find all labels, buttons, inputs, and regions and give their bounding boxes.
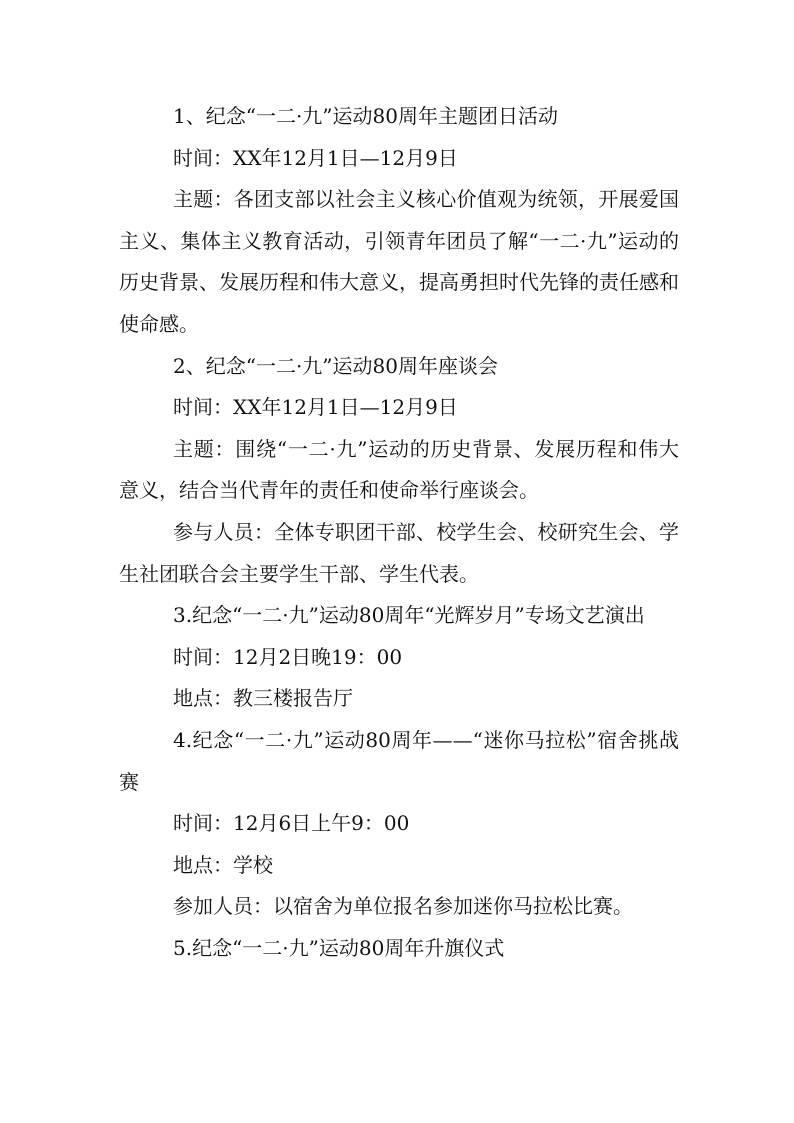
time-2: 时间：XX年12月1日—12月9日	[173, 395, 458, 420]
time-3: 时间：12月2日晚19：00	[173, 644, 403, 669]
document-body	[119, 96, 679, 969]
heading-3: 3.纪念“一二·九”运动80周年“光辉岁月”专场文艺演出	[173, 603, 645, 628]
heading-4: 4.纪念“一二·九”运动80周年——“迷你马拉松”宿舍挑战赛	[119, 727, 679, 794]
time-4: 时间：12月6日上午9：00	[173, 811, 410, 836]
location-4: 地点：学校	[173, 852, 273, 877]
heading-5: 5.纪念“一二·九”运动80周年升旗仪式	[173, 935, 505, 960]
location-3: 地点：教三楼报告厅	[173, 686, 353, 711]
participants-2: 参与人员：全体专职团干部、校学生会、校研究生会、学生社团联合会主要学生干部、学生代表。	[119, 519, 679, 586]
heading-2: 2、纪念“一二·九”运动80周年座谈会	[173, 353, 498, 378]
participants-4: 参加人员：以宿舍为单位报名参加迷你马拉松比赛。	[173, 894, 633, 919]
theme-2: 主题：围绕“一二·九”运动的历史背景、发展历程和伟大意义，结合当代青年的责任和使命举行座谈会。	[119, 436, 679, 503]
theme-1: 主题：各团支部以社会主义核心价值观为统领，开展爱国主义、集体主义教育活动，引领青年团员了解“一二·九”运动的历史背景、发展历程和伟大意义，提高勇担时代先锋的责任感和使命感。	[119, 187, 679, 336]
heading-1: 1、纪念“一二·九”运动80周年主题团日活动	[173, 104, 558, 128]
time-1: 时间：XX年12月1日—12月9日	[173, 145, 458, 170]
